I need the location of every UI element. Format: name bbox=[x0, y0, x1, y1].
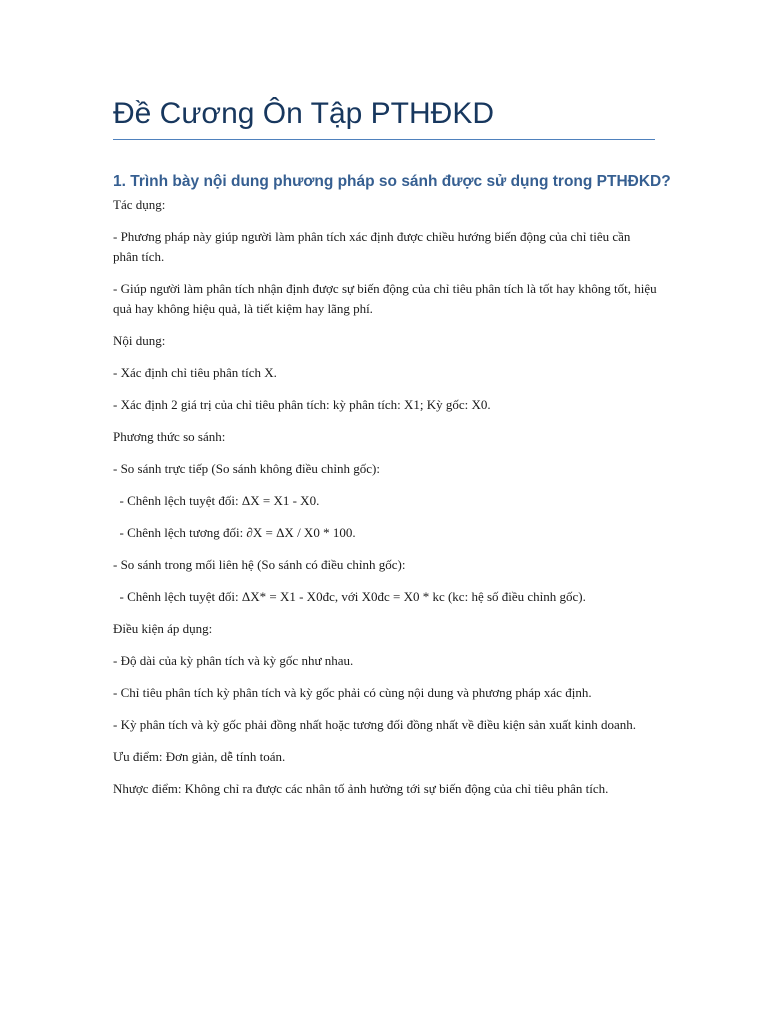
paragraph-disadvantages: Nhược điểm: Không chỉ ra được các nhân tố ảnh hưởng tới sự biến động của chỉ tiêu phân tích. bbox=[113, 781, 609, 796]
paragraph: - Phương pháp này giúp người làm phân tích xác định được chiều hướng biến động của chỉ tiêu cần phân tích. bbox=[113, 229, 634, 264]
document-body bbox=[113, 195, 658, 811]
paragraph: - Độ dài của kỳ phân tích và kỳ gốc như nhau. bbox=[113, 653, 354, 668]
paragraph: - Chênh lệch tương đối: ∂X = ΔX / X0 * 100. bbox=[113, 525, 356, 540]
paragraph-advantages: Ưu điểm: Đơn giản, dễ tính toán. bbox=[113, 749, 286, 764]
section-heading: 1. Trình bày nội dung phương pháp so sánh được sử dụng trong PTHĐKD? bbox=[113, 173, 671, 190]
paragraph: - Xác định 2 giá trị của chỉ tiêu phân tích: kỳ phân tích: X1; Kỳ gốc: X0. bbox=[113, 397, 491, 412]
paragraph-method-label: Phương thức so sánh: bbox=[113, 429, 226, 444]
paragraph: - Chênh lệch tuyệt đối: ΔX = X1 - X0. bbox=[113, 493, 320, 508]
title-underline bbox=[113, 139, 655, 140]
paragraph-content-label: Nội dung: bbox=[113, 333, 166, 348]
paragraph: - Chênh lệch tuyệt đối: ΔX* = X1 - X0đc, với X0đc = X0 * kc (kc: hệ số điều chỉnh gốc). bbox=[113, 589, 586, 604]
paragraph-effect-label: Tác dụng: bbox=[113, 197, 166, 212]
paragraph: - So sánh trực tiếp (So sánh không điều chỉnh gốc): bbox=[113, 461, 381, 476]
paragraph-conditions-label: Điều kiện áp dụng: bbox=[113, 621, 213, 636]
paragraph: - So sánh trong mối liên hệ (So sánh có điều chỉnh gốc): bbox=[113, 557, 406, 572]
paragraph: - Kỳ phân tích và kỳ gốc phải đồng nhất hoặc tương đối đồng nhất về điều kiện sản xuất kinh doanh. bbox=[113, 717, 636, 732]
paragraph: - Giúp người làm phân tích nhận định được sự biến động của chỉ tiêu phân tích là tốt hay không tốt, hiệu quả hay không hiệu quả, là tiết kiệm hay lãng phí. bbox=[113, 281, 660, 316]
paragraph: - Chỉ tiêu phân tích kỳ phân tích và kỳ gốc phải có cùng nội dung và phương pháp xác định. bbox=[113, 685, 592, 700]
document-title: Đề Cương Ôn Tập PTHĐKD bbox=[113, 97, 494, 130]
paragraph: - Xác định chỉ tiêu phân tích X. bbox=[113, 365, 277, 380]
